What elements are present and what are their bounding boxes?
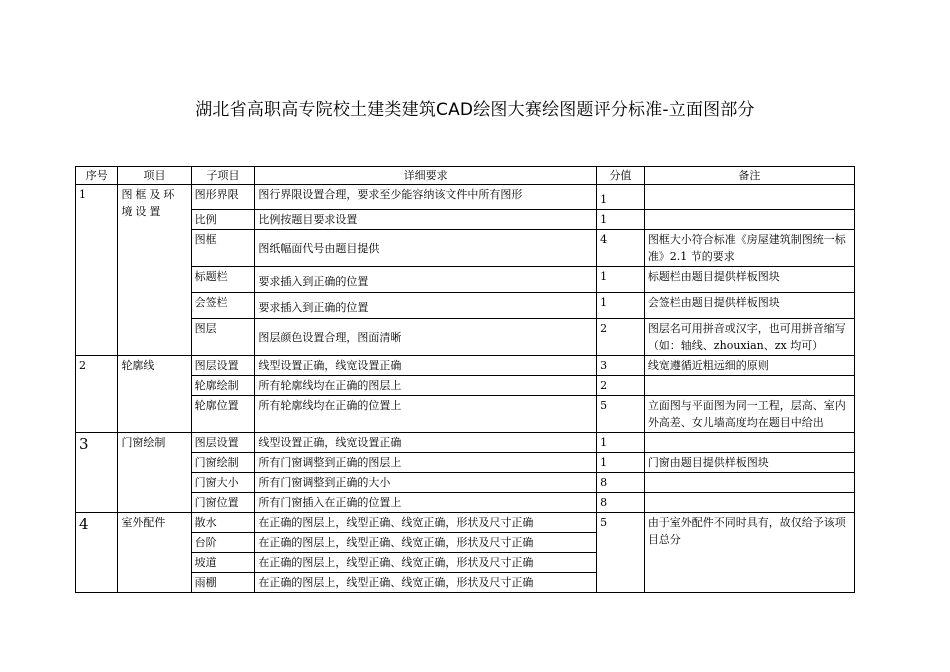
- detail: 所有轮廓线均在正确的图层上: [255, 376, 597, 396]
- sub-item: 轮廓位置: [191, 396, 255, 433]
- note: 图框大小符合标准《房屋建筑制图统一标准》2.1 节的要求: [644, 230, 854, 267]
- header-sub: 子项目: [191, 167, 255, 185]
- score: 5: [597, 513, 645, 593]
- sub-item: 散水: [191, 513, 255, 533]
- detail: 要求插入到正确的位置: [255, 293, 597, 319]
- section-number: 4: [76, 513, 118, 593]
- note: [644, 493, 854, 513]
- note: 门窗由题目提供样板图块: [644, 453, 854, 473]
- table-row: [76, 185, 855, 210]
- page-title: 湖北省高职高专院校土建类建筑CAD绘图大赛绘图题评分标准-立面图部分: [195, 100, 755, 120]
- sub-item: 图形界限: [191, 185, 255, 210]
- score: 8: [597, 493, 645, 513]
- score: 8: [597, 473, 645, 493]
- table-row: [76, 453, 855, 473]
- detail: 要求插入到正确的位置: [255, 267, 597, 293]
- sub-item: 门窗绘制: [191, 453, 255, 473]
- detail: 图层颜色设置合理，图面清晰: [255, 319, 597, 356]
- sub-item: 台阶: [191, 533, 255, 553]
- table-row: [76, 473, 855, 493]
- score: 1: [597, 185, 645, 210]
- table-row: [76, 396, 855, 433]
- section-item: 门窗绘制: [118, 433, 191, 513]
- table-row: [76, 513, 855, 533]
- table-row: [76, 433, 855, 453]
- detail: 所有门窗调整到正确的图层上: [255, 453, 597, 473]
- detail: 图行界限设置合理，要求至少能容纳该文件中所有图形: [255, 185, 597, 210]
- sub-item: 轮廓绘制: [191, 376, 255, 396]
- table-row: [76, 267, 855, 293]
- header-detail: 详细要求: [255, 167, 597, 185]
- section-number: 3: [76, 433, 118, 513]
- note: 会签栏由题目提供样板图块: [644, 293, 854, 319]
- table-header-row: [76, 167, 855, 185]
- score: 3: [597, 356, 645, 376]
- section-item: 轮廓线: [118, 356, 191, 433]
- detail: 线型设置正确，线宽设置正确: [255, 356, 597, 376]
- score: 4: [597, 230, 645, 267]
- sub-item: 标题栏: [191, 267, 255, 293]
- score: 1: [597, 453, 645, 473]
- section-item: 室外配件: [118, 513, 191, 593]
- table-row: [76, 376, 855, 396]
- score: 1: [597, 293, 645, 319]
- table-row: [76, 356, 855, 376]
- header-item: 项目: [118, 167, 191, 185]
- scoring-table: [75, 166, 855, 593]
- sub-item: 雨棚: [191, 573, 255, 593]
- detail: 所有门窗调整到正确的大小: [255, 473, 597, 493]
- sub-item: 图层设置: [191, 433, 255, 453]
- score: 1: [597, 433, 645, 453]
- note: 图层名可用拼音或汉字，也可用拼音缩写（如：轴线、zhouxian、zx 均可）: [644, 319, 854, 356]
- sub-item: 图层设置: [191, 356, 255, 376]
- header-no: 序号: [76, 167, 118, 185]
- sub-item: 比例: [191, 210, 255, 230]
- sub-item: 图层: [191, 319, 255, 356]
- note: [644, 433, 854, 453]
- sub-item: 门窗大小: [191, 473, 255, 493]
- note: [644, 376, 854, 396]
- note: [644, 185, 854, 210]
- score: 5: [597, 396, 645, 433]
- table-row: [76, 210, 855, 230]
- section-number: 1: [76, 185, 118, 356]
- detail: 在正确的图层上，线型正确、线宽正确，形状及尺寸正确: [255, 513, 597, 533]
- sub-item: 门窗位置: [191, 493, 255, 513]
- sub-item: 坡道: [191, 553, 255, 573]
- table-row: [76, 319, 855, 356]
- detail: 在正确的图层上，线型正确、线宽正确，形状及尺寸正确: [255, 573, 597, 593]
- detail: 所有门窗插入在正确的位置上: [255, 493, 597, 513]
- header-score: 分值: [597, 167, 645, 185]
- table-row: [76, 230, 855, 267]
- note: 由于室外配件不同时具有，故仅给予该项目总分: [644, 513, 854, 593]
- detail: 在正确的图层上，线型正确、线宽正确，形状及尺寸正确: [255, 533, 597, 553]
- sub-item: 图框: [191, 230, 255, 267]
- score: 1: [597, 267, 645, 293]
- header-note: 备注: [644, 167, 854, 185]
- note: 标题栏由题目提供样板图块: [644, 267, 854, 293]
- detail: 线型设置正确，线宽设置正确: [255, 433, 597, 453]
- section-item: 图框及环境设置: [118, 185, 191, 356]
- sub-item: 会签栏: [191, 293, 255, 319]
- score: 2: [597, 376, 645, 396]
- detail: 所有轮廓线均在正确的位置上: [255, 396, 597, 433]
- score: 2: [597, 319, 645, 356]
- section-number: 2: [76, 356, 118, 433]
- score: 1: [597, 210, 645, 230]
- detail: 图纸幅面代号由题目提供: [255, 230, 597, 267]
- note: [644, 210, 854, 230]
- table-row: [76, 293, 855, 319]
- detail: 比例按题目要求设置: [255, 210, 597, 230]
- note: 线宽遵循近粗远细的原则: [644, 356, 854, 376]
- table-row: [76, 493, 855, 513]
- note: [644, 473, 854, 493]
- note: 立面图与平面图为同一工程，层高、室内外高差、女儿墙高度均在题目中给出: [644, 396, 854, 433]
- detail: 在正确的图层上，线型正确、线宽正确，形状及尺寸正确: [255, 553, 597, 573]
